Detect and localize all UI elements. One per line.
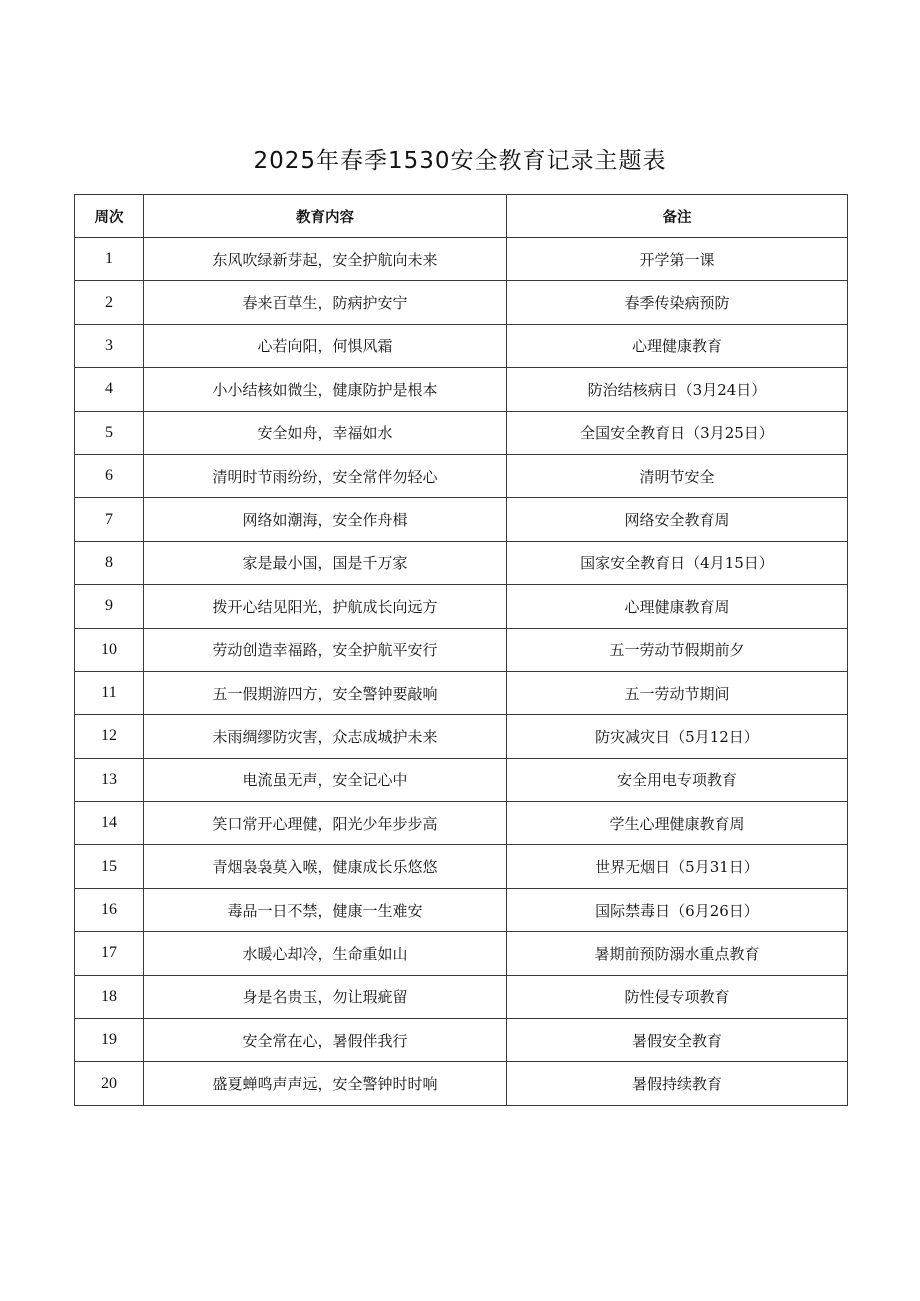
note-cell: 暑期前预防溺水重点教育 [507, 932, 848, 975]
table-row [75, 802, 848, 845]
note-cell: 网络安全教育周 [507, 498, 848, 541]
note-cell: 五一劳动节假期前夕 [507, 628, 848, 671]
table-row [75, 281, 848, 324]
week-cell: 7 [75, 498, 144, 541]
note-cell: 暑假安全教育 [507, 1019, 848, 1062]
table-row [75, 411, 848, 454]
note-cell: 开学第一课 [507, 238, 848, 281]
table-row [75, 324, 848, 367]
content-cell: 水暖心却冷，生命重如山 [144, 932, 507, 975]
table-row [75, 758, 848, 801]
content-cell: 盛夏蝉鸣声声远，安全警钟时时响 [144, 1062, 507, 1105]
header-note: 备注 [507, 195, 848, 238]
week-cell: 9 [75, 585, 144, 628]
week-cell: 10 [75, 628, 144, 671]
week-cell: 15 [75, 845, 144, 888]
note-cell: 防灾减灾日（5月12日） [507, 715, 848, 758]
week-cell: 2 [75, 281, 144, 324]
content-cell: 春来百草生，防病护安宁 [144, 281, 507, 324]
content-cell: 小小结核如微尘，健康防护是根本 [144, 368, 507, 411]
note-cell: 心理健康教育 [507, 324, 848, 367]
note-cell: 国际禁毒日（6月26日） [507, 888, 848, 931]
content-cell: 劳动创造幸福路，安全护航平安行 [144, 628, 507, 671]
header-week: 周次 [75, 195, 144, 238]
week-cell: 16 [75, 888, 144, 931]
content-cell: 东风吹绿新芽起，安全护航向未来 [144, 238, 507, 281]
content-cell: 安全常在心，暑假伴我行 [144, 1019, 507, 1062]
week-cell: 14 [75, 802, 144, 845]
content-cell: 笑口常开心理健，阳光少年步步高 [144, 802, 507, 845]
table-row [75, 975, 848, 1018]
week-cell: 3 [75, 324, 144, 367]
safety-theme-table [74, 194, 848, 1106]
week-cell: 13 [75, 758, 144, 801]
note-cell: 全国安全教育日（3月25日） [507, 411, 848, 454]
content-cell: 清明时节雨纷纷，安全常伴勿轻心 [144, 454, 507, 497]
table-row [75, 715, 848, 758]
table-row [75, 585, 848, 628]
note-cell: 心理健康教育周 [507, 585, 848, 628]
content-cell: 身是名贵玉，勿让瑕疵留 [144, 975, 507, 1018]
table-row [75, 1019, 848, 1062]
table-row [75, 368, 848, 411]
content-cell: 未雨绸缪防灾害，众志成城护未来 [144, 715, 507, 758]
week-cell: 11 [75, 671, 144, 714]
note-cell: 五一劳动节期间 [507, 671, 848, 714]
content-cell: 拨开心结见阳光，护航成长向远方 [144, 585, 507, 628]
week-cell: 20 [75, 1062, 144, 1105]
header-content: 教育内容 [144, 195, 507, 238]
content-cell: 电流虽无声，安全记心中 [144, 758, 507, 801]
table-row [75, 932, 848, 975]
content-cell: 五一假期游四方，安全警钟要敲响 [144, 671, 507, 714]
week-cell: 8 [75, 541, 144, 584]
note-cell: 防性侵专项教育 [507, 975, 848, 1018]
content-cell: 安全如舟，幸福如水 [144, 411, 507, 454]
table-row [75, 888, 848, 931]
table-row [75, 845, 848, 888]
table-row [75, 671, 848, 714]
table-row [75, 454, 848, 497]
note-cell: 防治结核病日（3月24日） [507, 368, 848, 411]
content-cell: 家是最小国，国是千万家 [144, 541, 507, 584]
content-cell: 毒品一日不禁，健康一生难安 [144, 888, 507, 931]
note-cell: 暑假持续教育 [507, 1062, 848, 1105]
week-cell: 6 [75, 454, 144, 497]
content-cell: 青烟袅袅莫入喉，健康成长乐悠悠 [144, 845, 507, 888]
note-cell: 学生心理健康教育周 [507, 802, 848, 845]
week-cell: 17 [75, 932, 144, 975]
table-row [75, 541, 848, 584]
note-cell: 国家安全教育日（4月15日） [507, 541, 848, 584]
content-cell: 心若向阳，何惧风霜 [144, 324, 507, 367]
week-cell: 18 [75, 975, 144, 1018]
week-cell: 5 [75, 411, 144, 454]
note-cell: 世界无烟日（5月31日） [507, 845, 848, 888]
week-cell: 4 [75, 368, 144, 411]
note-cell: 清明节安全 [507, 454, 848, 497]
page-title: 2025年春季1530安全教育记录主题表 [253, 148, 667, 174]
table-row [75, 628, 848, 671]
week-cell: 12 [75, 715, 144, 758]
table-row [75, 238, 848, 281]
table-row [75, 1062, 848, 1105]
table-header-row [75, 195, 848, 238]
content-cell: 网络如潮海，安全作舟楫 [144, 498, 507, 541]
week-cell: 19 [75, 1019, 144, 1062]
table-row [75, 498, 848, 541]
note-cell: 安全用电专项教育 [507, 758, 848, 801]
note-cell: 春季传染病预防 [507, 281, 848, 324]
week-cell: 1 [75, 238, 144, 281]
